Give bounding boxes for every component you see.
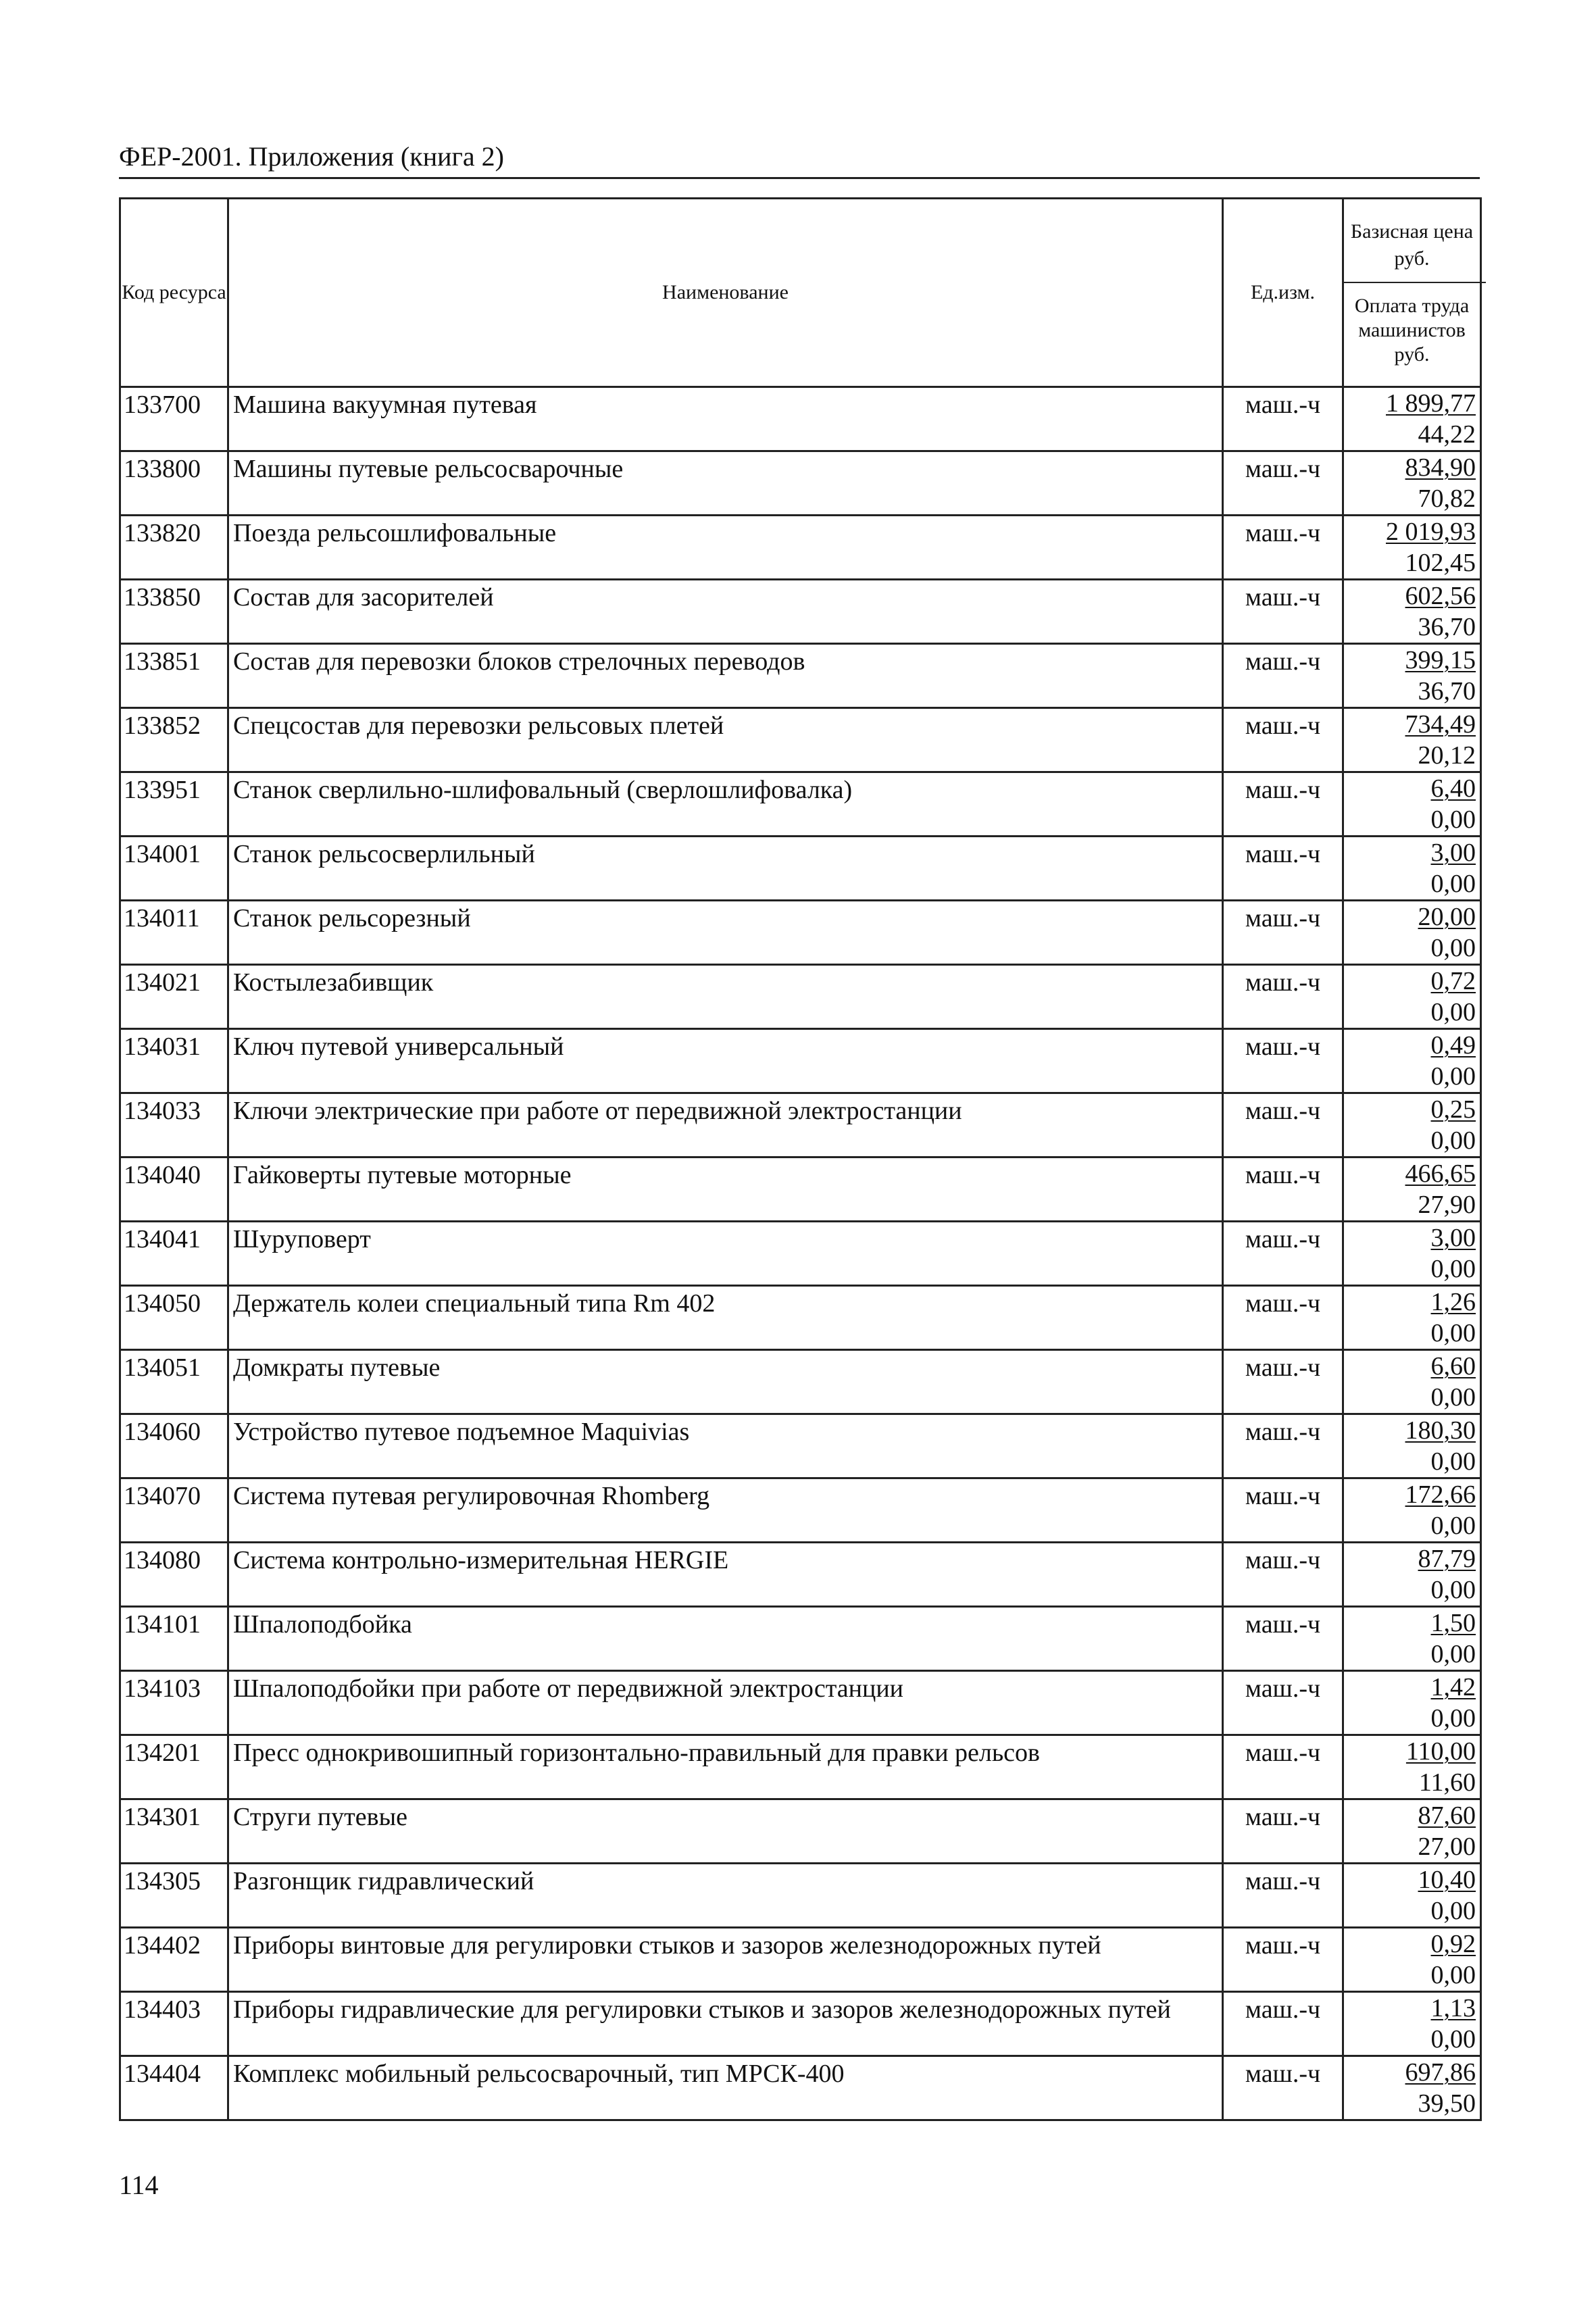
operator-wage-value: 39,50 (1418, 2089, 1476, 2118)
resource-code-cell: 134402 (120, 1928, 228, 1992)
table-row (120, 1029, 1481, 1093)
table-row (120, 451, 1481, 516)
base-price-value: 0,49 (1430, 1031, 1476, 1060)
resource-code-cell: 133850 (120, 580, 228, 644)
unit-cell: маш.-ч (1223, 1864, 1343, 1928)
base-price-value: 3,00 (1430, 1224, 1476, 1252)
unit-cell: маш.-ч (1223, 837, 1343, 901)
base-price-value: 1,42 (1430, 1673, 1476, 1701)
unit-cell: маш.-ч (1223, 516, 1343, 580)
price-cell (1343, 1735, 1481, 1799)
resource-name-cell: Система путевая регулировочная Rhomberg (228, 1478, 1223, 1543)
price-cell (1343, 1671, 1481, 1735)
operator-wage-value: 0,00 (1430, 2025, 1476, 2053)
page-header-title: ФЕР-2001. Приложения (книга 2) (119, 141, 504, 172)
table-row (120, 387, 1481, 451)
base-price-value: 0,72 (1430, 967, 1476, 995)
operator-wage-value: 0,00 (1430, 1126, 1476, 1155)
unit-cell: маш.-ч (1223, 1029, 1343, 1093)
unit-cell: маш.-ч (1223, 1928, 1343, 1992)
column-header-name: Наименование (228, 199, 1223, 387)
resource-name-cell: Приборы винтовые для регулировки стыков и зазоров железнодорожных путей (228, 1928, 1223, 1992)
base-price-value: 0,25 (1430, 1095, 1476, 1124)
operator-wage-value: 27,90 (1418, 1191, 1476, 1219)
resource-name-cell: Станок рельсорезный (228, 901, 1223, 965)
table-row (120, 1286, 1481, 1350)
table-row (120, 837, 1481, 901)
operator-wage-value: 70,82 (1418, 484, 1476, 513)
column-header-divider (1344, 282, 1486, 283)
resource-code-cell: 134201 (120, 1735, 228, 1799)
table-row (120, 901, 1481, 965)
base-price-value: 172,66 (1405, 1480, 1476, 1509)
resource-code-cell: 133851 (120, 644, 228, 708)
operator-wage-value: 27,00 (1418, 1833, 1476, 1861)
price-cell (1343, 1928, 1481, 1992)
operator-wage-value: 102,45 (1405, 549, 1476, 577)
operator-wage-value: 36,70 (1418, 613, 1476, 641)
resource-name-cell: Приборы гидравлические для регулировки стыков и зазоров железнодорожных путей (228, 1992, 1223, 2056)
resource-price-table (119, 197, 1482, 2121)
price-cell (1343, 1350, 1481, 1414)
resource-code-cell: 133700 (120, 387, 228, 451)
operator-wage-value: 36,70 (1418, 677, 1476, 705)
operator-wage-value: 0,00 (1430, 1897, 1476, 1925)
table-row (120, 1350, 1481, 1414)
column-header-operator-wage: Оплата труда машинистов руб. (1354, 295, 1470, 366)
price-cell (1343, 2056, 1481, 2120)
table-row (120, 965, 1481, 1029)
resource-name-cell: Струги путевые (228, 1799, 1223, 1864)
table-row (120, 708, 1481, 772)
operator-wage-value: 0,00 (1430, 1576, 1476, 1604)
column-header-unit: Ед.изм. (1223, 199, 1343, 387)
resource-code-cell: 134305 (120, 1864, 228, 1928)
base-price-value: 87,79 (1418, 1545, 1476, 1573)
base-price-value: 0,92 (1430, 1930, 1476, 1958)
price-cell (1343, 708, 1481, 772)
table-row (120, 1222, 1481, 1286)
table-row (120, 1928, 1481, 1992)
resource-name-cell: Станок рельсосверлильный (228, 837, 1223, 901)
price-cell (1343, 1093, 1481, 1158)
resource-name-cell: Ключи электрические при работе от передвижной электростанции (228, 1093, 1223, 1158)
resource-code-cell: 133951 (120, 772, 228, 837)
base-price-value: 87,60 (1418, 1801, 1476, 1830)
resource-code-cell: 134051 (120, 1350, 228, 1414)
unit-cell: маш.-ч (1223, 1735, 1343, 1799)
table-row (120, 644, 1481, 708)
operator-wage-value: 0,00 (1430, 1062, 1476, 1091)
resource-code-cell: 134070 (120, 1478, 228, 1543)
column-header-price (1343, 199, 1481, 387)
resource-code-cell: 134080 (120, 1543, 228, 1607)
operator-wage-value: 0,00 (1430, 1640, 1476, 1668)
table-row (120, 1158, 1481, 1222)
table-row (120, 1735, 1481, 1799)
price-cell (1343, 387, 1481, 451)
base-price-value: 10,40 (1418, 1866, 1476, 1894)
resource-name-cell: Система контрольно-измерительная HERGIE (228, 1543, 1223, 1607)
resource-code-cell: 133800 (120, 451, 228, 516)
price-cell (1343, 1607, 1481, 1671)
resource-name-cell: Шпалоподбойки при работе от передвижной электростанции (228, 1671, 1223, 1735)
base-price-value: 6,40 (1430, 774, 1476, 803)
resource-code-cell: 134050 (120, 1286, 228, 1350)
price-cell (1343, 837, 1481, 901)
price-cell (1343, 1799, 1481, 1864)
operator-wage-value: 0,00 (1430, 1447, 1476, 1476)
unit-cell: маш.-ч (1223, 708, 1343, 772)
table-row (120, 1992, 1481, 2056)
resource-name-cell: Машины путевые рельсосварочные (228, 451, 1223, 516)
base-price-value: 3,00 (1430, 839, 1476, 867)
resource-code-cell: 134011 (120, 901, 228, 965)
resource-code-cell: 134041 (120, 1222, 228, 1286)
resource-name-cell: Пресс однокривошипный горизонтально-правильный для правки рельсов (228, 1735, 1223, 1799)
unit-cell: маш.-ч (1223, 644, 1343, 708)
base-price-value: 697,86 (1405, 2058, 1476, 2087)
base-price-value: 110,00 (1405, 1737, 1476, 1766)
base-price-value: 1,26 (1430, 1288, 1476, 1316)
table-body (120, 387, 1481, 2120)
resource-code-cell: 134403 (120, 1992, 228, 2056)
table-row (120, 1478, 1481, 1543)
resource-code-cell: 134040 (120, 1158, 228, 1222)
resource-code-cell: 134021 (120, 965, 228, 1029)
base-price-value: 180,30 (1405, 1416, 1476, 1445)
base-price-value: 20,00 (1418, 903, 1476, 931)
unit-cell: маш.-ч (1223, 2056, 1343, 2120)
resource-code-cell: 134103 (120, 1671, 228, 1735)
base-price-value: 466,65 (1405, 1160, 1476, 1188)
unit-cell: маш.-ч (1223, 1158, 1343, 1222)
unit-cell: маш.-ч (1223, 1286, 1343, 1350)
resource-code-cell: 134101 (120, 1607, 228, 1671)
price-cell (1343, 580, 1481, 644)
table-row (120, 1093, 1481, 1158)
table-row (120, 1864, 1481, 1928)
price-cell (1343, 1478, 1481, 1543)
operator-wage-value: 0,00 (1430, 934, 1476, 962)
price-cell (1343, 1992, 1481, 2056)
price-cell (1343, 901, 1481, 965)
price-cell (1343, 1543, 1481, 1607)
unit-cell: маш.-ч (1223, 772, 1343, 837)
table-row (120, 1671, 1481, 1735)
base-price-value: 602,56 (1405, 582, 1476, 610)
table-row (120, 2056, 1481, 2120)
base-price-value: 1 899,77 (1386, 389, 1476, 418)
operator-wage-value: 11,60 (1418, 1768, 1476, 1797)
resource-code-cell: 134060 (120, 1414, 228, 1478)
unit-cell: маш.-ч (1223, 1543, 1343, 1607)
resource-name-cell: Комплекс мобильный рельсосварочный, тип МРСК-400 (228, 2056, 1223, 2120)
unit-cell: маш.-ч (1223, 1222, 1343, 1286)
resource-name-cell: Спецсостав для перевозки рельсовых плетей (228, 708, 1223, 772)
unit-cell: маш.-ч (1223, 1350, 1343, 1414)
column-header-code: Код ресурса (120, 199, 228, 387)
resource-name-cell: Шпалоподбойка (228, 1607, 1223, 1671)
base-price-value: 6,60 (1430, 1352, 1476, 1380)
table-header-row (120, 199, 1481, 387)
resource-name-cell: Машина вакуумная путевая (228, 387, 1223, 451)
column-header-base-price: Базисная цена руб. (1350, 220, 1474, 270)
price-cell (1343, 772, 1481, 837)
table-row (120, 1607, 1481, 1671)
unit-cell: маш.-ч (1223, 1478, 1343, 1543)
page-number: 114 (119, 2170, 159, 2200)
operator-wage-value: 0,00 (1430, 1704, 1476, 1733)
unit-cell: маш.-ч (1223, 901, 1343, 965)
resource-name-cell: Ключ путевой универсальный (228, 1029, 1223, 1093)
price-cell (1343, 1029, 1481, 1093)
operator-wage-value: 0,00 (1430, 1383, 1476, 1412)
resource-code-cell: 134301 (120, 1799, 228, 1864)
resource-name-cell: Гайковерты путевые моторные (228, 1158, 1223, 1222)
operator-wage-value: 0,00 (1430, 1255, 1476, 1283)
operator-wage-value: 0,00 (1430, 805, 1476, 834)
operator-wage-value: 0,00 (1430, 870, 1476, 898)
resource-name-cell: Разгонщик гидравлический (228, 1864, 1223, 1928)
operator-wage-value: 0,00 (1430, 1512, 1476, 1540)
resource-name-cell: Держатель колеи специальный типа Rm 402 (228, 1286, 1223, 1350)
base-price-value: 734,49 (1405, 710, 1476, 739)
resource-code-cell: 134031 (120, 1029, 228, 1093)
resource-name-cell: Устройство путевое подъемное Maquivias (228, 1414, 1223, 1478)
header-rule (119, 177, 1480, 179)
unit-cell: маш.-ч (1223, 1992, 1343, 2056)
table-row (120, 580, 1481, 644)
table-row (120, 1543, 1481, 1607)
unit-cell: маш.-ч (1223, 580, 1343, 644)
resource-name-cell: Костылезабивщик (228, 965, 1223, 1029)
price-cell (1343, 1414, 1481, 1478)
table-row (120, 1414, 1481, 1478)
resource-code-cell: 134001 (120, 837, 228, 901)
base-price-value: 834,90 (1405, 453, 1476, 482)
price-cell (1343, 1864, 1481, 1928)
unit-cell: маш.-ч (1223, 1607, 1343, 1671)
price-cell (1343, 1222, 1481, 1286)
resource-name-cell: Состав для перевозки блоков стрелочных переводов (228, 644, 1223, 708)
operator-wage-value: 20,12 (1418, 741, 1476, 770)
price-cell (1343, 516, 1481, 580)
resource-name-cell: Шуруповерт (228, 1222, 1223, 1286)
operator-wage-value: 44,22 (1418, 420, 1476, 449)
resource-name-cell: Поезда рельсошлифовальные (228, 516, 1223, 580)
table-row (120, 1799, 1481, 1864)
resource-code-cell: 134033 (120, 1093, 228, 1158)
base-price-value: 1,13 (1430, 1994, 1476, 2022)
price-cell (1343, 644, 1481, 708)
unit-cell: маш.-ч (1223, 1093, 1343, 1158)
table-row (120, 772, 1481, 837)
price-cell (1343, 1286, 1481, 1350)
base-price-value: 399,15 (1405, 646, 1476, 674)
base-price-value: 1,50 (1430, 1609, 1476, 1637)
operator-wage-value: 0,00 (1430, 1961, 1476, 1989)
unit-cell: маш.-ч (1223, 387, 1343, 451)
table-row (120, 516, 1481, 580)
resource-name-cell: Состав для засорителей (228, 580, 1223, 644)
resource-code-cell: 134404 (120, 2056, 228, 2120)
price-cell (1343, 451, 1481, 516)
unit-cell: маш.-ч (1223, 1799, 1343, 1864)
resource-name-cell: Станок сверлильно-шлифовальный (сверлошлифовалка) (228, 772, 1223, 837)
operator-wage-value: 0,00 (1430, 1319, 1476, 1347)
base-price-value: 2 019,93 (1386, 518, 1476, 546)
unit-cell: маш.-ч (1223, 1671, 1343, 1735)
unit-cell: маш.-ч (1223, 965, 1343, 1029)
operator-wage-value: 0,00 (1430, 998, 1476, 1026)
resource-name-cell: Домкраты путевые (228, 1350, 1223, 1414)
unit-cell: маш.-ч (1223, 1414, 1343, 1478)
resource-code-cell: 133820 (120, 516, 228, 580)
price-cell (1343, 1158, 1481, 1222)
price-cell (1343, 965, 1481, 1029)
resource-code-cell: 133852 (120, 708, 228, 772)
unit-cell: маш.-ч (1223, 451, 1343, 516)
